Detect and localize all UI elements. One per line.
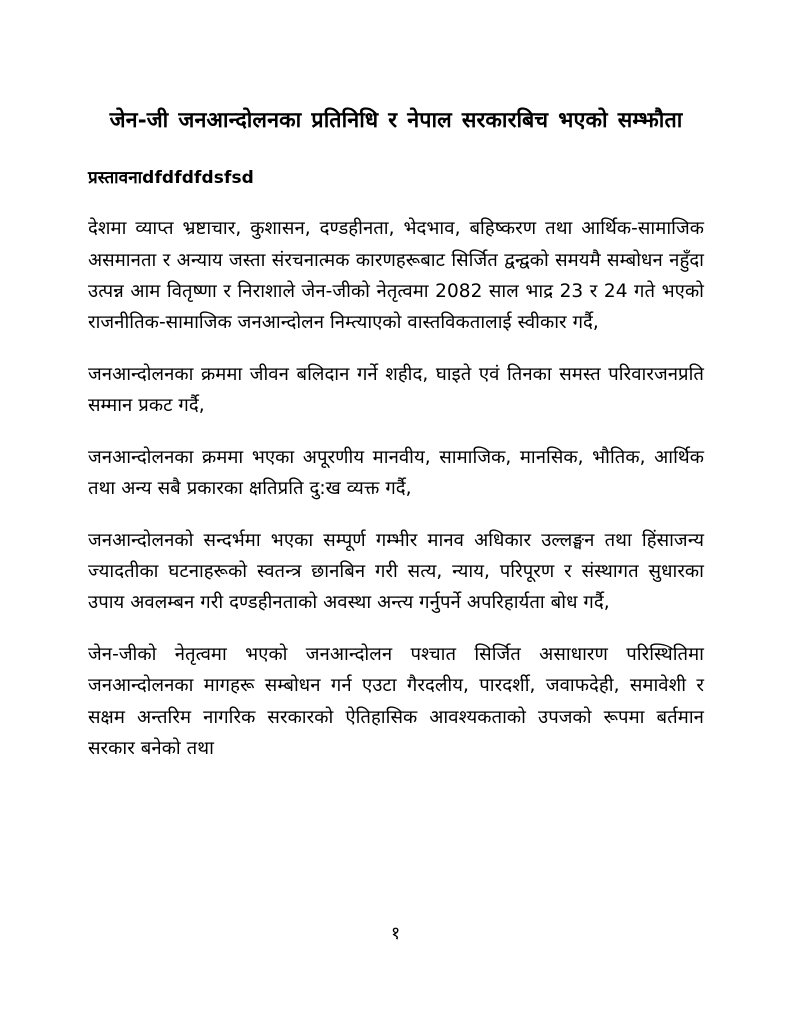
paragraph-interim-government-formation: जेन-जीको नेतृत्वमा भएको जनआन्दोलन पश्चात सिर्जित असाधारण परिस्थितिमा जनआन्दोलनका मागहरू सम्बोधन गर्न एउटा गैरदलीय, पारदर्शी, जवाफदेही, समावेशी र सक्षम अन्तरिम नागरिक सरकारको ऐतिहासिक आवश्यकताको उपजको रूपमा बर्तमान सरकार बनेको तथा	[88, 643, 704, 760]
paragraph-martyrs-respect: जनआन्दोलनका क्रममा जीवन बलिदान गर्ने शहीद, घाइते एवं तिनका समस्त परिवारजनप्रति सम्मान प्रकट गर्दै,	[88, 363, 704, 417]
section-heading-preamble: प्रस्तावनाdfdfdfdsfsd	[88, 168, 254, 189]
page-title: जेन-जी जनआन्दोलनका प्रतिनिधि र नेपाल सरकारबिच भएको सम्झौता	[109, 108, 683, 133]
document-content-column	[88, 0, 704, 765]
paragraph-preamble-structural-causes: देशमा व्याप्त भ्रष्टाचार, कुशासन, दण्डहीनता, भेदभाव, बहिष्करण तथा आर्थिक-सामाजिक असमानता र अन्याय जस्ता संरचनात्मक कारणहरूबाट सिर्जित द्वन्द्वको समयमै सम्बोधन नहुँदा उत्पन्न आम वितृष्णा र निराशाले जेन-जीको नेतृत्वमा 2082 साल भाद्र 23 र 24 गते भएको राजनीतिक-सामाजिक जनआन्दोलन निम्त्याएको वास्तविकतालाई स्वीकार गर्दै,	[88, 218, 704, 334]
paragraph-losses-condolence: जनआन्दोलनका क्रममा भएका अपूरणीय मानवीय, सामाजिक, मानसिक, भौतिक, आर्थिक तथा अन्य सबै प्रकारका क्षतिप्रति दु:ख व्यक्त गर्दै,	[88, 446, 704, 500]
page-number: १	[390, 923, 401, 944]
paragraph-human-rights-investigation: जनआन्दोलनको सन्दर्भमा भएका सम्पूर्ण गम्भीर मानव अधिकार उल्लङ्घन तथा हिंसाजन्य ज्यादतीका घटनाहरूको स्वतन्त्र छानबिन गरी सत्य, न्याय, परिपूरण र संस्थागत सुधारका उपाय अवलम्बन गरी दण्डहीनताको अवस्था अन्त्य गर्नुपर्ने अपरिहार्यता बोध गर्दै,	[88, 529, 704, 614]
